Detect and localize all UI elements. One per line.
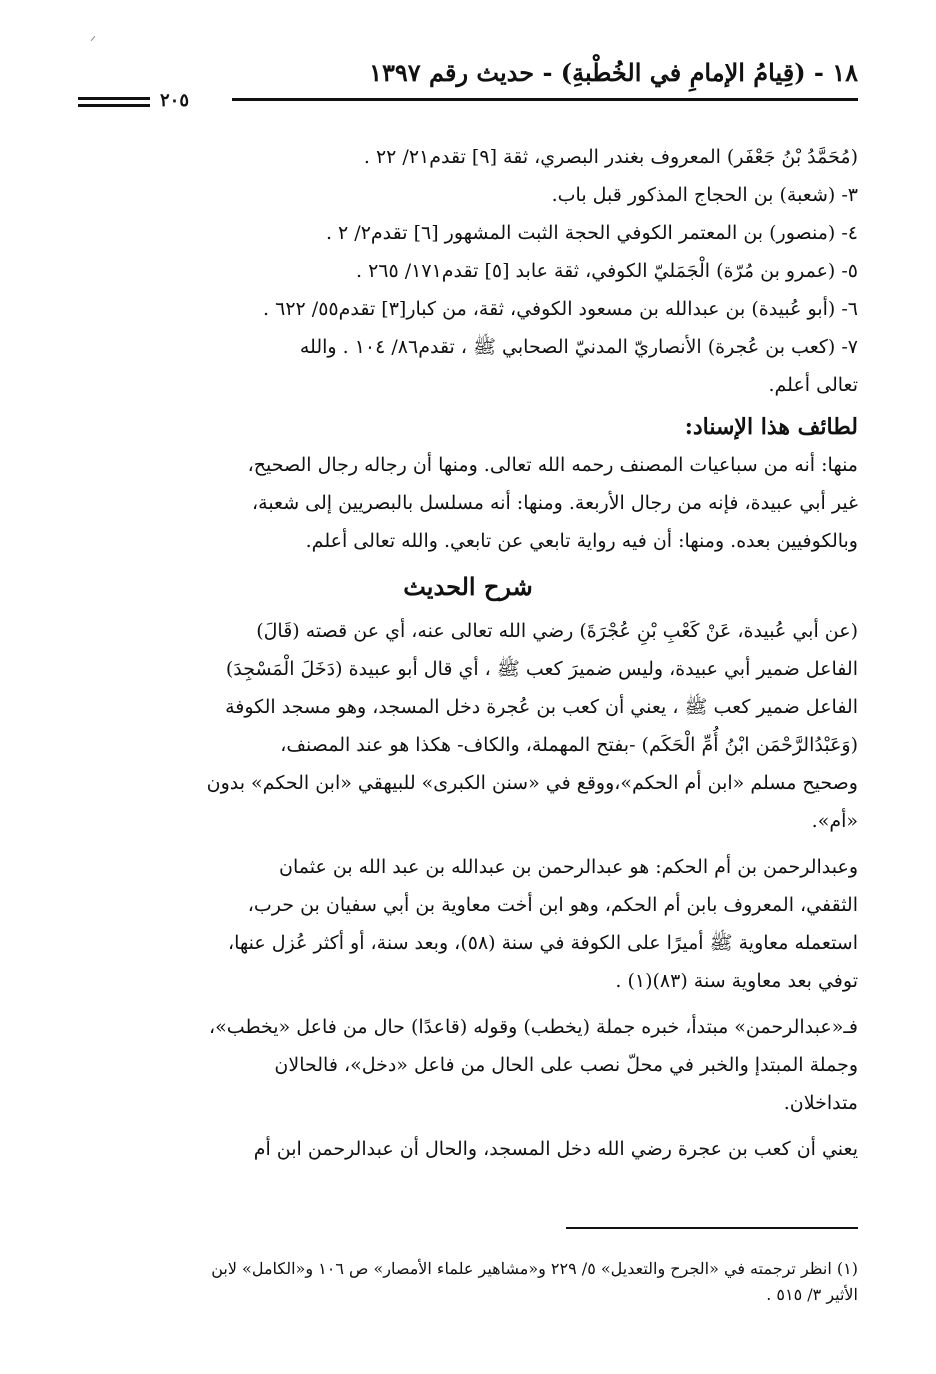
- narrator-line: ٧- (كعب بن عُجرة) الأنصاريّ المدنيّ الصحابي ﷺ ، تقدم٨٦/ ١٠٤ . والله: [299, 336, 858, 358]
- narrator-line: (مُحَمَّدُ بْنُ جَعْفَر) المعروف بغندر البصري، ثقة [٩] تقدم٢١/ ٢٢ .: [363, 146, 858, 168]
- narrator-line: ٦- (أبو عُبيدة) بن عبدالله بن مسعود الكوفي، ثقة، من كبار[٣] تقدم٥٥/ ٦٢٢ .: [263, 298, 858, 320]
- sharh-line: وجملة المبتدإ والخبر في محلّ نصب على الحال من فاعل «دخل»، فالحالان: [274, 1054, 858, 1076]
- sharh-line: الثقفي، المعروف بابن أم الحكم، وهو ابن أخت معاوية بن أبي سفيان بن حرب،: [247, 894, 858, 916]
- sharh-line: (عن أبي عُبيدة، عَنْ كَعْبِ بْنِ عُجْرَةَ) رضي الله تعالى عنه، أي عن قصته (قَالَ): [256, 620, 858, 642]
- header-rule: [232, 98, 858, 101]
- sharh-line: استعمله معاوية ﷺ أميرًا على الكوفة في سنة (٥٨)، وبعد سنة، أو أكثر عُزل عنها،: [228, 932, 858, 954]
- sharh-line: الفاعل ضمير أبي عبيدة، وليس ضميرَ كعب ﷺ ، أي قال أبو عبيدة (دَخَلَ الْمَسْجِدَ): [225, 658, 858, 680]
- lataif-heading: لطائف هذا الإسناد:: [684, 414, 858, 440]
- sharh-paragraph-2: [78, 848, 858, 1000]
- footnote-line: (١) انظر ترجمته في «الجرح والتعديل» ٥/ ٢٢٩ و«مشاهير علماء الأمصار» ص ١٠٦ و«الكامل» لابن: [211, 1259, 858, 1278]
- lataif-line: غير أبي عبيدة، فإنه من رجال الأربعة. ومنها: أنه مسلسل بالبصريين إلى شعبة،: [252, 492, 858, 514]
- stray-mark: [91, 36, 96, 41]
- narrator-line: ٥- (عمرو بن مُرّة) الْجَمَليّ الكوفي، ثقة عابد [٥] تقدم١٧١/ ٢٦٥ .: [356, 260, 858, 282]
- sharh-line: توفي بعد معاوية سنة (٨٣)(١) .: [615, 970, 858, 992]
- sharh-paragraph-4: [78, 1130, 858, 1168]
- lataif-line: وبالكوفيين بعده. ومنها: أن فيه رواية تابعي عن تابعي. والله تعالى أعلم.: [305, 530, 858, 552]
- footnote-line: الأثير ٣/ ٥١٥ .: [766, 1285, 858, 1304]
- header-double-rule-top: [78, 97, 150, 100]
- narrator-line: ٣- (شعبة) بن الحجاج المذكور قبل باب.: [551, 184, 858, 206]
- sharh-line: وعبدالرحمن بن أم الحكم: هو عبدالرحمن بن عبدالله بن عبد الله بن عثمان: [279, 856, 858, 878]
- sharh-line: يعني أن كعب بن عجرة رضي الله دخل المسجد، والحال أن عبدالرحمن ابن أم: [253, 1138, 858, 1160]
- page-number: ٢٠٥: [160, 90, 190, 111]
- narrator-list: [78, 138, 858, 404]
- sharh-line: وصحيح مسلم «ابن أم الحكم»،ووقع في «سنن الكبرى» للبيهقي «ابن الحكم» بدون: [206, 772, 858, 794]
- sharh-line: فـ«عبدالرحمن» مبتدأ، خبره جملة (يخطب) وقوله (قاعدًا) حال من فاعل «يخطب»،: [209, 1016, 858, 1038]
- footnote-rule: [566, 1227, 858, 1229]
- sharh-line: الفاعل ضمير كعب ﷺ ، يعني أن كعب بن عُجرة دخل المسجد، وهو مسجد الكوفة: [225, 696, 858, 718]
- header-double-rule-bottom: [78, 104, 150, 107]
- running-header: [78, 56, 858, 111]
- lataif-paragraph: [78, 446, 858, 560]
- narrator-line: تعالى أعلم.: [768, 374, 858, 396]
- sharh-paragraph-3: [78, 1008, 858, 1122]
- sharh-heading: شرح الحديث: [403, 572, 533, 601]
- sharh-line: «أم».: [811, 810, 858, 832]
- sharh-line: (وَعَبْدُالرَّحْمَن ابْنُ أُمِّ الْحَكَم) -بفتح المهملة، والكاف- هكذا هو عند المصنف،: [280, 734, 858, 756]
- lataif-line: منها: أنه من سباعيات المصنف رحمه الله تعالى. ومنها أن رجاله رجال الصحيح،: [247, 454, 858, 476]
- footnote: [78, 1256, 858, 1308]
- main-text: [78, 138, 858, 1176]
- sharh-line: متداخلان.: [783, 1092, 858, 1114]
- sharh-paragraph-1: [78, 612, 858, 840]
- narrator-line: ٤- (منصور) بن المعتمر الكوفي الحجة الثبت المشهور [٦] تقدم٢/ ٢ .: [325, 222, 858, 244]
- header-title: ١٨ - (قِيامُ الإمامِ في الخُطْبةِ) - حديث رقم ١٣٩٧: [369, 58, 858, 87]
